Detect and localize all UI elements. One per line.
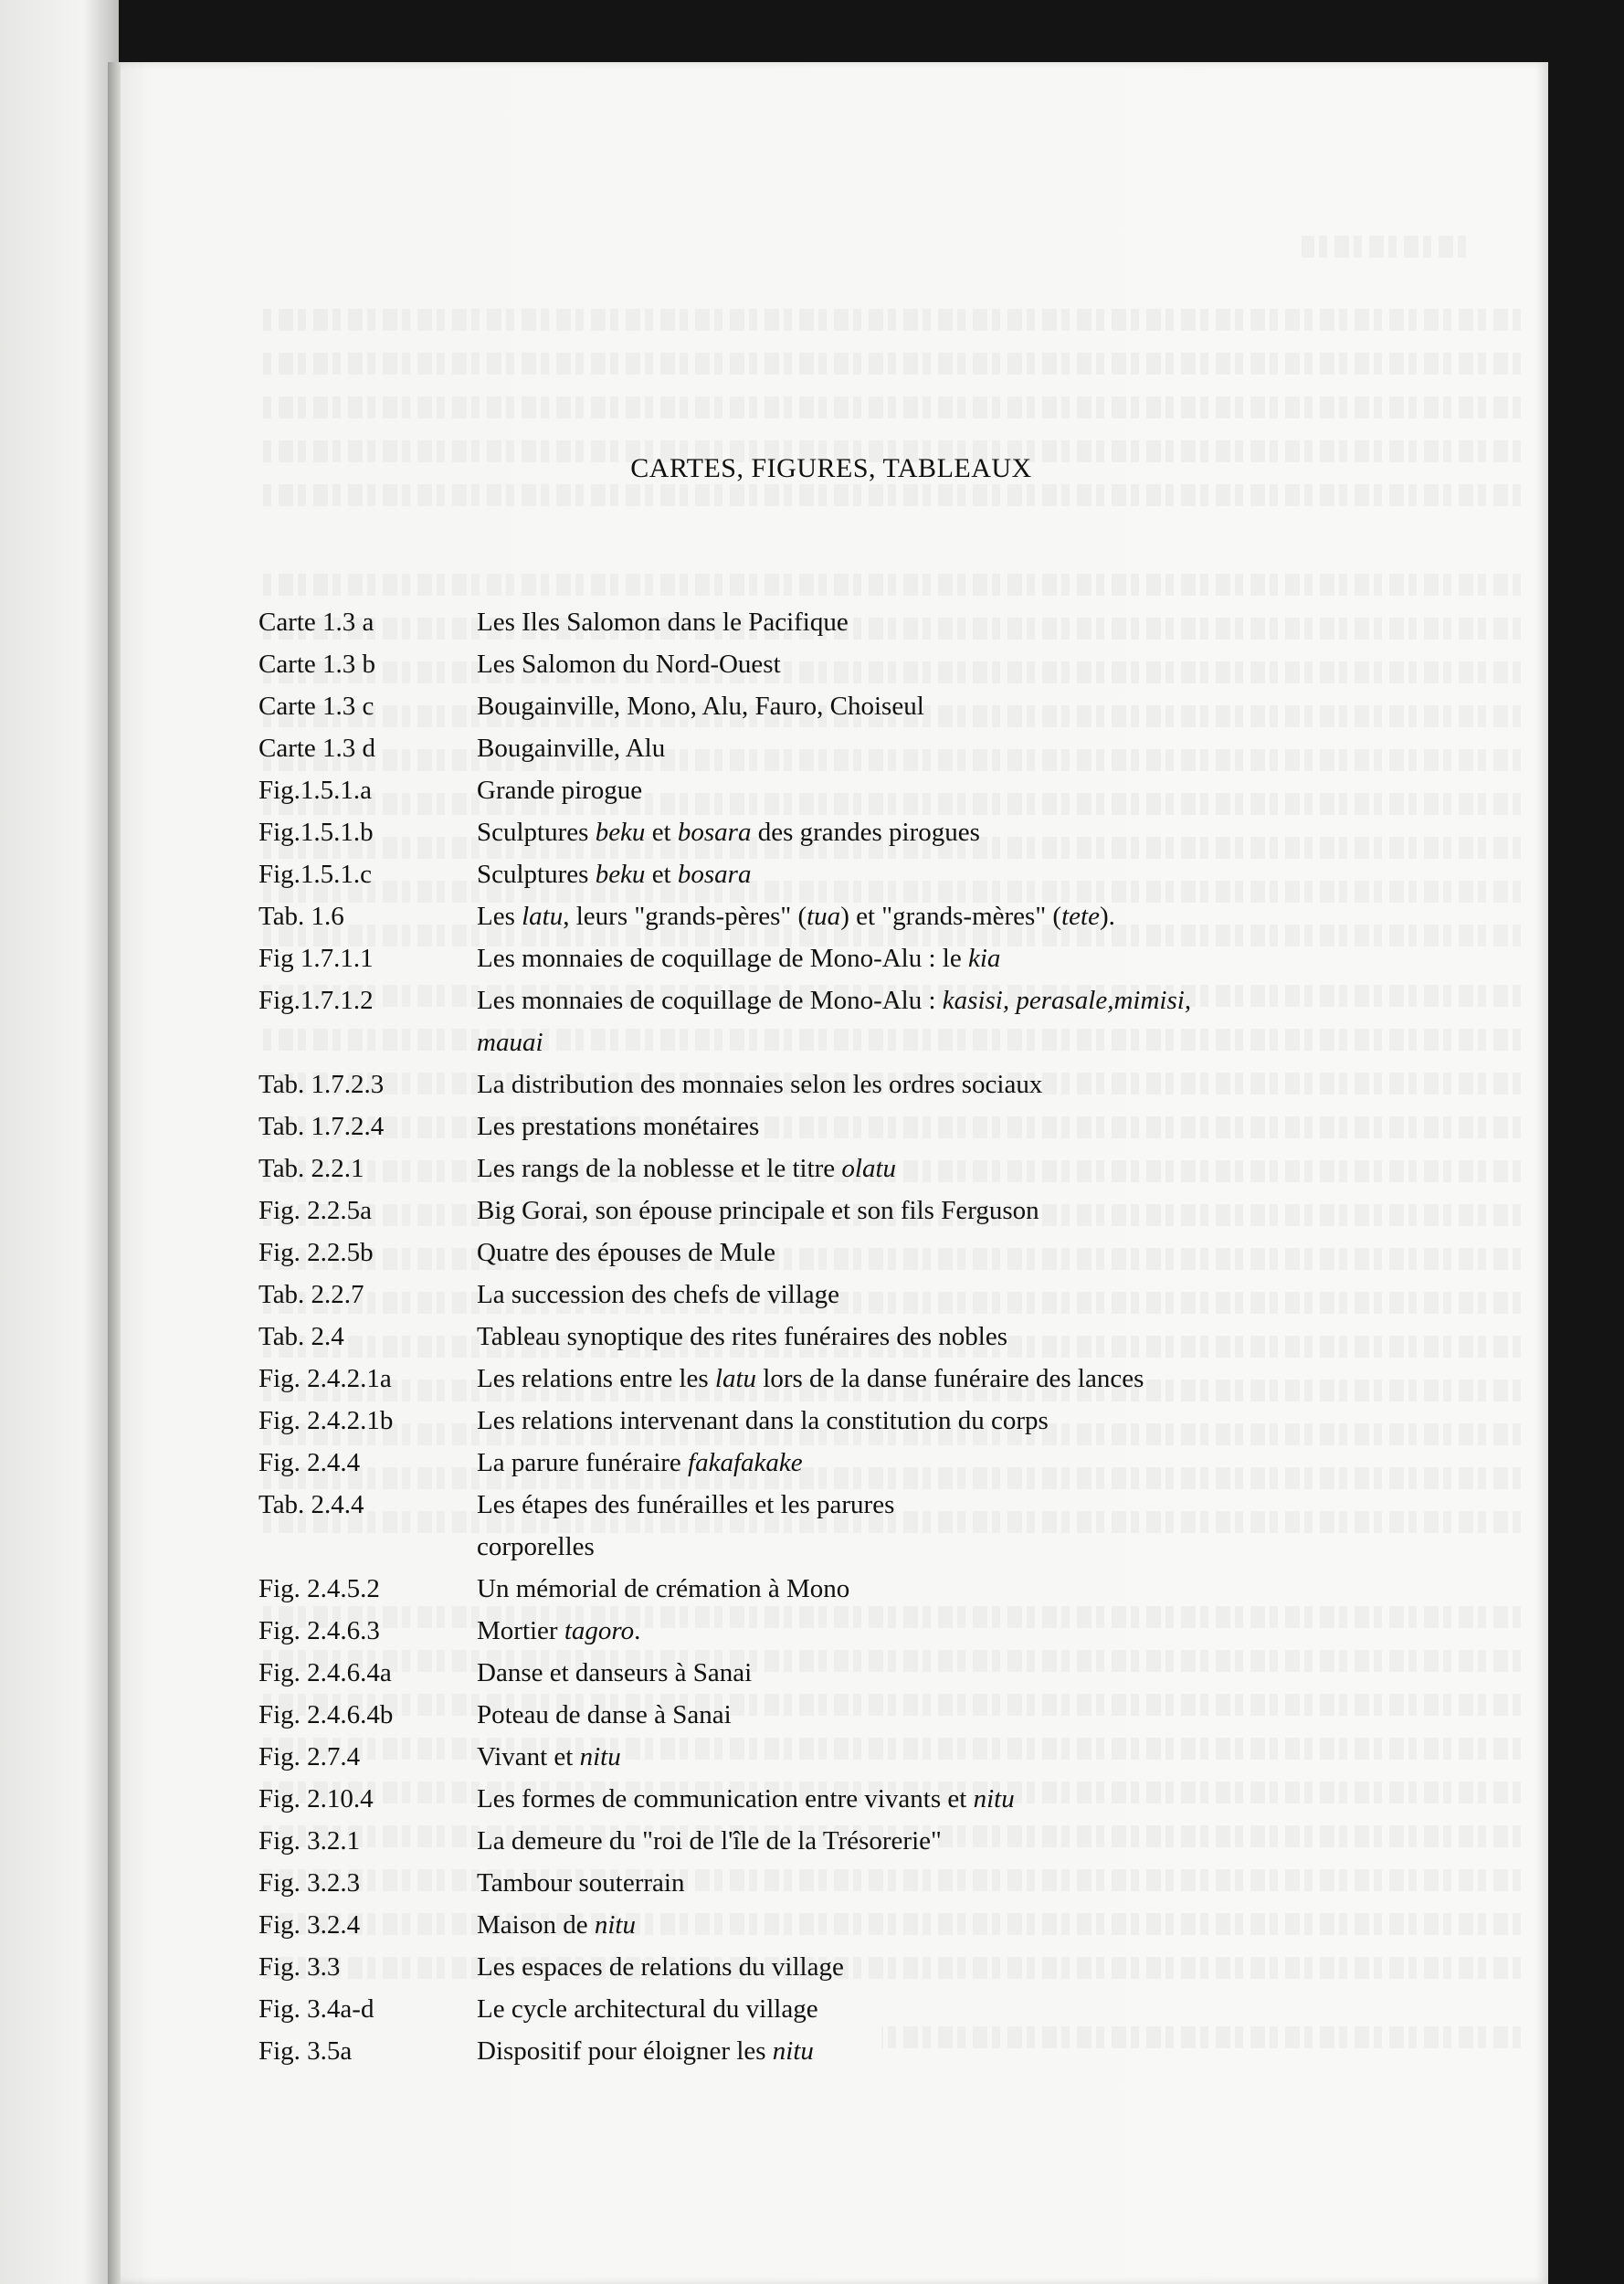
entry-desc: La distribution des monnaies selon les ordres sociaux: [477, 1070, 1043, 1099]
entry-desc: Grande pirogue: [477, 776, 643, 805]
toc-entry: [258, 1232, 1519, 1274]
entry-ref: Carte 1.3 c: [258, 692, 374, 721]
entry-desc: La demeure du "roi de l'île de la Trésorerie": [477, 1826, 942, 1856]
entry-desc: Bougainville, Mono, Alu, Fauro, Choiseul: [477, 692, 924, 721]
toc-entry: [258, 811, 1519, 853]
entry-desc: Big Gorai, son épouse principale et son fils Ferguson: [477, 1196, 1039, 1225]
entry-ref: Fig. 2.4.2.1a: [258, 1364, 392, 1393]
entry-desc: Les monnaies de coquillage de Mono-Alu : le kia: [477, 944, 1001, 973]
toc-entry: [258, 937, 1519, 979]
entry-desc: Les Salomon du Nord-Ouest: [477, 650, 781, 679]
entry-ref: Fig. 3.3: [258, 1952, 341, 1982]
toc-entry: [258, 601, 1519, 643]
toc-entry: [258, 2030, 1519, 2072]
entry-ref: Fig. 3.4a-d: [258, 1994, 374, 2024]
entry-ref: Fig. 2.4.2.1b: [258, 1406, 394, 1435]
toc-entry: [258, 1316, 1519, 1358]
entry-ref: Fig. 2.4.6.4a: [258, 1658, 392, 1687]
toc-entry: [258, 979, 1519, 1063]
entry-ref: Tab. 1.6: [258, 902, 344, 931]
entry-desc: Les rangs de la noblesse et le titre olatu: [477, 1154, 897, 1183]
entry-ref: Tab. 2.2.1: [258, 1154, 364, 1183]
toc-entry: [258, 1358, 1519, 1400]
page-sheet: [114, 62, 1548, 2284]
entry-ref: Tab. 2.4.4: [258, 1490, 364, 1519]
entry-desc: Un mémorial de crémation à Mono: [477, 1574, 850, 1603]
toc-entry: [258, 1063, 1519, 1105]
entry-ref: Fig. 3.5a: [258, 2036, 353, 2066]
entry-desc: Tableau synoptique des rites funéraires des nobles: [477, 1322, 1008, 1351]
entry-desc: Les relations intervenant dans la constitution du corps: [477, 1406, 1049, 1435]
entry-ref: Fig. 2.4.4: [258, 1448, 361, 1477]
entry-desc: Le cycle architectural du village: [477, 1994, 818, 2024]
toc-entry: [258, 853, 1519, 895]
toc-list: [258, 601, 1519, 2072]
entry-desc: Les formes de communication entre vivants et nitu: [477, 1784, 1015, 1813]
entry-ref: Fig. 2.2.5b: [258, 1238, 374, 1267]
toc-entry: [258, 1694, 1519, 1736]
toc-entry: [258, 1610, 1519, 1652]
toc-entry: [258, 685, 1519, 727]
entry-desc: Sculptures beku et bosara des grandes pirogues: [477, 818, 980, 847]
entry-ref: Fig.1.7.1.2: [258, 986, 374, 1015]
toc-entry: [258, 643, 1519, 685]
entry-desc: Les étapes des funérailles et les parures corporelles: [477, 1490, 895, 1561]
toc-entry: [258, 1988, 1519, 2030]
toc-entry: [258, 1190, 1519, 1232]
toc-entry: [258, 1400, 1519, 1442]
toc-entry: [258, 1946, 1519, 1988]
entry-ref: Fig. 2.10.4: [258, 1784, 374, 1813]
entry-ref: Fig. 2.4.6.3: [258, 1616, 380, 1645]
entry-desc: Les prestations monétaires: [477, 1112, 760, 1141]
toc-entry: [258, 1568, 1519, 1610]
entry-desc: Dispositif pour éloigner les nitu: [477, 2036, 814, 2066]
toc-entry: [258, 1820, 1519, 1862]
page-spine-shadow: [108, 62, 121, 2284]
entry-ref: Fig 1.7.1.1: [258, 944, 374, 973]
entry-ref: Tab. 2.4: [258, 1322, 344, 1351]
entry-ref: Carte 1.3 b: [258, 650, 376, 679]
toc-entry: [258, 727, 1519, 769]
toc-entry: [258, 1484, 1519, 1568]
entry-desc: Les monnaies de coquillage de Mono-Alu : kasisi, perasale,mimisi, mauai: [477, 986, 1192, 1057]
entry-ref: Fig. 2.4.6.4b: [258, 1700, 394, 1729]
entry-ref: Tab. 1.7.2.4: [258, 1112, 385, 1141]
entry-ref: Fig. 3.2.4: [258, 1910, 361, 1940]
entry-desc: Maison de nitu: [477, 1910, 636, 1940]
entry-ref: Carte 1.3 a: [258, 608, 374, 637]
entry-ref: Fig. 3.2.3: [258, 1868, 361, 1898]
entry-ref: Tab. 2.2.7: [258, 1280, 364, 1309]
page-title: CARTES, FIGURES, TABLEAUX: [630, 453, 1032, 483]
toc-entry: [258, 1442, 1519, 1484]
entry-desc: Les espaces de relations du village: [477, 1952, 844, 1982]
entry-desc: Vivant et nitu: [477, 1742, 621, 1771]
entry-desc: Mortier tagoro.: [477, 1616, 641, 1645]
toc-entry: [258, 1862, 1519, 1904]
entry-ref: Fig.1.5.1.b: [258, 818, 374, 847]
entry-desc: Sculptures beku et bosara: [477, 860, 752, 889]
entry-desc: Tambour souterrain: [477, 1868, 685, 1898]
entry-desc: La parure funéraire fakafakake: [477, 1448, 803, 1477]
entry-ref: Fig. 2.7.4: [258, 1742, 361, 1771]
entry-desc: Poteau de danse à Sanai: [477, 1700, 732, 1729]
entry-desc: Les relations entre les latu lors de la danse funéraire des lances: [477, 1364, 1144, 1393]
toc-entry: [258, 895, 1519, 937]
entry-desc: Danse et danseurs à Sanai: [477, 1658, 753, 1687]
entry-desc: La succession des chefs de village: [477, 1280, 839, 1309]
entry-ref: Tab. 1.7.2.3: [258, 1070, 385, 1099]
toc-entry: [258, 1274, 1519, 1316]
entry-desc: Les latu, leurs "grands-pères" (tua) et "grands-mères" (tete).: [477, 902, 1115, 931]
entry-ref: Fig. 2.4.5.2: [258, 1574, 380, 1603]
toc-entry: [258, 1105, 1519, 1147]
toc-entry: [258, 1652, 1519, 1694]
entry-ref: Fig. 3.2.1: [258, 1826, 361, 1856]
toc-entry: [258, 769, 1519, 811]
toc-entry: [258, 1736, 1519, 1778]
entry-desc: Les Iles Salomon dans le Pacifique: [477, 608, 849, 637]
toc-entry: [258, 1778, 1519, 1820]
toc-entry: [258, 1904, 1519, 1946]
toc-entry: [258, 1147, 1519, 1190]
entry-ref: Fig.1.5.1.c: [258, 860, 373, 889]
left-page-edge: [0, 0, 119, 2284]
entry-ref: Fig. 2.2.5a: [258, 1196, 373, 1225]
entry-ref: Carte 1.3 d: [258, 734, 376, 763]
entry-desc: Bougainville, Alu: [477, 734, 666, 763]
entry-ref: Fig.1.5.1.a: [258, 776, 373, 805]
entry-desc: Quatre des épouses de Mule: [477, 1238, 775, 1267]
